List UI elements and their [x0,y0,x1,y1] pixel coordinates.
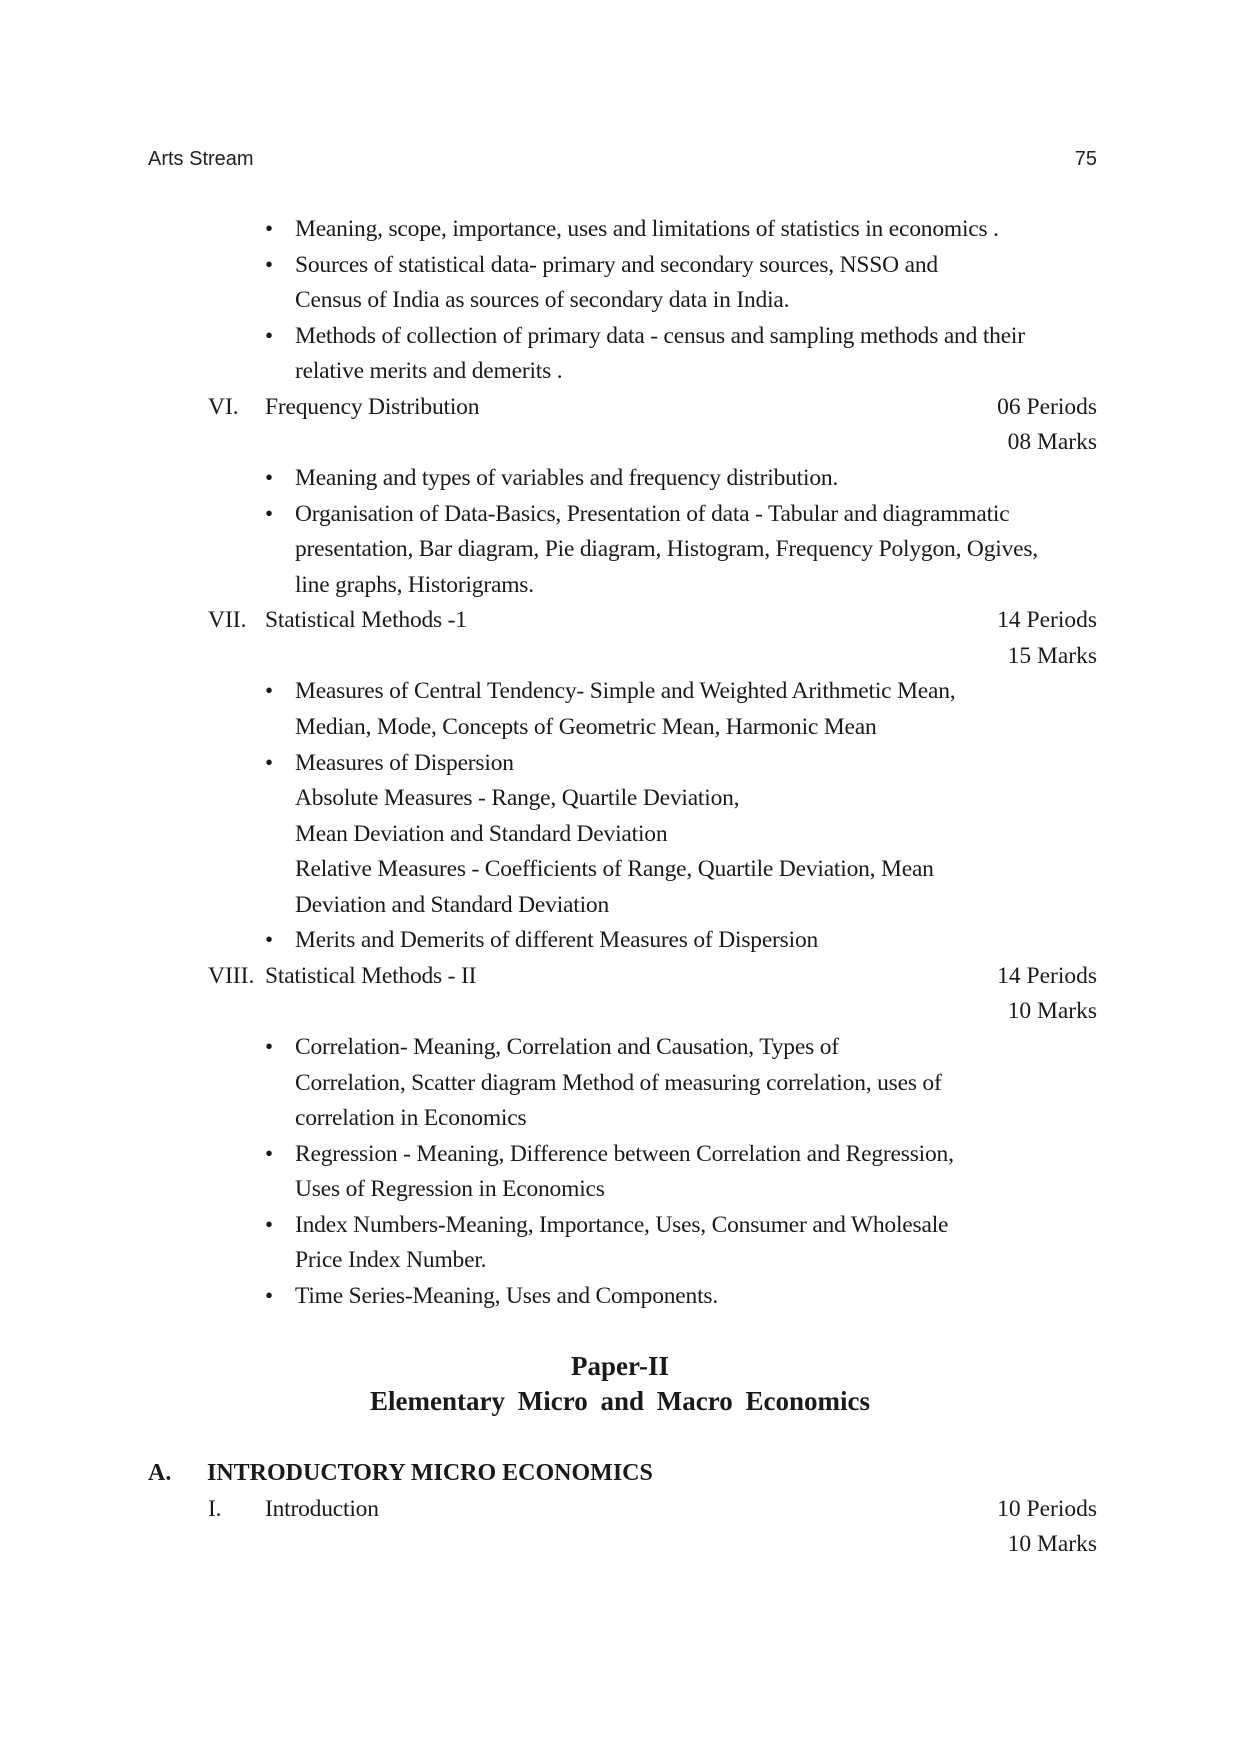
list-item: line graphs, Historigrams. [295,572,534,598]
list-item: Index Numbers-Meaning, Importance, Uses, Consumer and Wholesale [295,1212,949,1238]
list-item: Median, Mode, Concepts of Geometric Mean, Harmonic Mean [295,714,877,740]
paper-title: Paper-II [571,1351,669,1381]
unit-periods: 14 Periods [997,607,1097,633]
unit-periods: 10 Periods [997,1496,1097,1522]
list-item: Meaning, scope, importance, uses and limitations of statistics in economics . [295,216,999,242]
list-item: Census of India as sources of secondary data in India. [295,287,790,313]
list-item: presentation, Bar diagram, Pie diagram, Histogram, Frequency Polygon, Ogives, [295,536,1038,562]
list-item: Absolute Measures - Range, Quartile Deviation, [295,785,740,811]
bullet-icon: • [265,323,274,348]
bullet-icon: • [265,750,274,775]
running-header: Arts Stream [148,148,254,170]
list-item: Methods of collection of primary data - census and sampling methods and their [295,323,1025,349]
unit-number: VII. [208,607,247,633]
unit-title: Introduction [265,1496,379,1522]
bullet-icon: • [265,1212,274,1237]
bullet-icon: • [265,252,274,277]
list-item: Relative Measures - Coefficients of Range, Quartile Deviation, Mean [295,856,934,882]
bullet-icon: • [265,465,274,490]
list-item: Time Series-Meaning, Uses and Components. [295,1283,719,1309]
bullet-icon: • [265,927,274,952]
bullet-icon: • [265,1141,274,1166]
unit-number: I. [208,1496,222,1522]
unit-number: VI. [208,394,239,420]
bullet-icon: • [265,501,274,526]
section-label: A. [148,1460,172,1486]
list-item: Merits and Demerits of different Measures of Dispersion [295,927,819,953]
list-item: Regression - Meaning, Difference between Correlation and Regression, [295,1141,954,1167]
list-item: Price Index Number. [295,1247,487,1273]
unit-title: Frequency Distribution [265,394,480,420]
list-item: Sources of statistical data- primary and secondary sources, NSSO and [295,252,938,278]
list-item: correlation in Economics [295,1105,527,1131]
list-item: Correlation, Scatter diagram Method of measuring correlation, uses of [295,1070,942,1096]
page-number: 75 [1074,148,1097,170]
bullet-icon: • [265,1034,274,1059]
unit-marks: 08 Marks [1007,429,1097,455]
section-title: INTRODUCTORY MICRO ECONOMICS [207,1460,653,1486]
bullet-icon: • [265,216,274,241]
list-item: Meaning and types of variables and frequency distribution. [295,465,839,491]
unit-periods: 06 Periods [997,394,1097,420]
list-item: Mean Deviation and Standard Deviation [295,821,668,847]
list-item: Correlation- Meaning, Correlation and Causation, Types of [295,1034,839,1060]
unit-number: VIII. [208,963,255,989]
paper-subtitle: Elementary Micro and Macro Economics [370,1386,870,1416]
list-item: Deviation and Standard Deviation [295,892,610,918]
list-item: relative merits and demerits . [295,358,563,384]
list-item: Measures of Dispersion [295,750,514,776]
list-item: Organisation of Data-Basics, Presentation of data - Tabular and diagrammatic [295,501,1010,527]
list-item: Measures of Central Tendency- Simple and Weighted Arithmetic Mean, [295,678,956,704]
list-item: Uses of Regression in Economics [295,1176,605,1202]
unit-periods: 14 Periods [997,963,1097,989]
bullet-icon: • [265,1283,274,1308]
unit-marks: 10 Marks [1007,998,1097,1024]
unit-marks: 10 Marks [1007,1531,1097,1557]
unit-title: Statistical Methods - II [265,963,477,989]
unit-marks: 15 Marks [1007,643,1097,669]
bullet-icon: • [265,678,274,703]
unit-title: Statistical Methods -1 [265,607,467,633]
